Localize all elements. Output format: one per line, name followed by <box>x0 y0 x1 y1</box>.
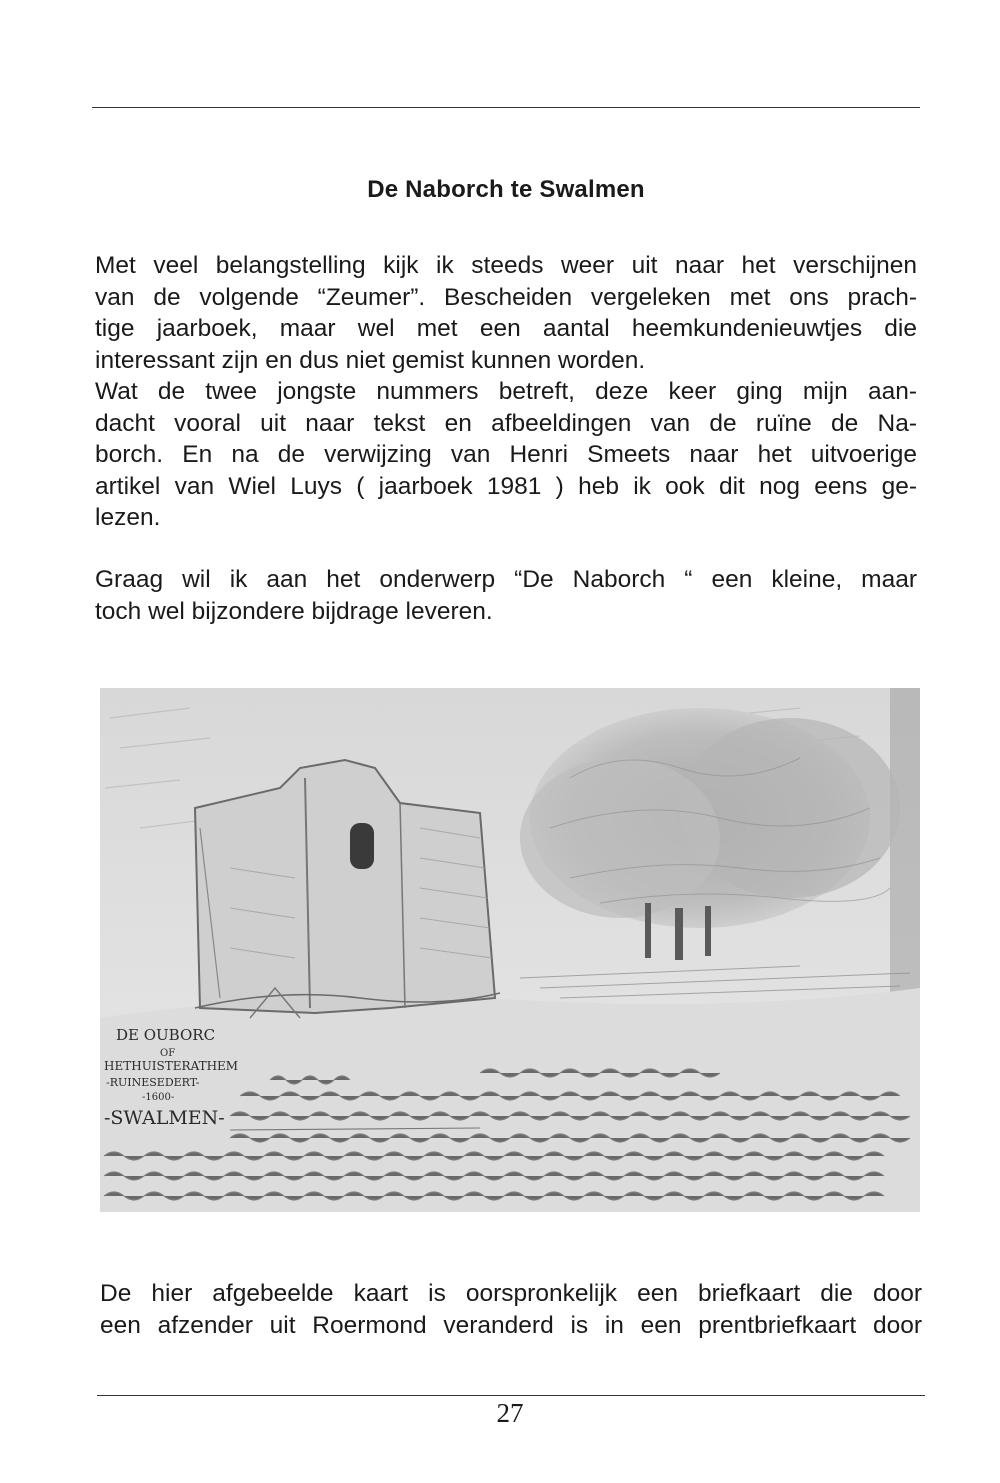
text-line: De hier afgebeelde kaart is oorspronkelijk een briefkaart die door <box>100 1280 922 1307</box>
text-line: tige jaarboek, maar wel met een aantal heemkundenieuwtjes die <box>95 315 917 342</box>
paragraph-intro <box>95 250 917 534</box>
caption-line: HETHUISTERATHEM <box>104 1059 239 1073</box>
text-line: een afzender uit Roermond veranderd is in een prentbriefkaart door <box>100 1311 922 1339</box>
text-line: Wat de twee jongste nummers betreft, deze keer ging mijn aan- <box>95 378 917 405</box>
top-rule <box>92 107 920 108</box>
caption-line: OF <box>160 1048 176 1059</box>
text-line: Met veel belangstelling kijk ik steeds weer uit naar het verschijnen <box>95 252 917 279</box>
page-number: 27 <box>496 1398 524 1428</box>
text-line: dacht vooral uit naar tekst en afbeeldingen van de ruïne de Na- <box>95 409 917 437</box>
text-line: toch wel bijzondere bijdrage leveren. <box>95 597 493 625</box>
caption-line: -RUINESEDERT- <box>106 1076 200 1089</box>
caption-line: -SWALMEN- <box>104 1107 225 1129</box>
postcard-illustration <box>100 688 920 1212</box>
text-line: artikel van Wiel Luys ( jaarboek 1981 ) heb ik ook dit nog eens ge- <box>95 472 917 500</box>
text-line: borch. En na de verwijzing van Henri Smeets naar het uitvoerige <box>95 441 917 468</box>
bottom-rule <box>97 1395 925 1396</box>
caption-line: DE OUBORC <box>116 1026 216 1044</box>
ruin-sketch-image <box>100 688 920 1212</box>
text-line: interessant zijn en dus niet gemist kunnen worden. <box>95 346 646 374</box>
text-line: Graag wil ik aan het onderwerp “De Naborch “ een kleine, maar <box>95 566 917 593</box>
article-title: De Naborch te Swalmen <box>367 176 645 203</box>
text-line: van de volgende “Zeumer”. Bescheiden vergeleken met ons prach- <box>95 283 917 311</box>
paragraph-contribution <box>95 564 917 627</box>
paragraph-postcard-description <box>100 1278 922 1341</box>
text-line: lezen. <box>95 504 161 531</box>
caption-line: -1600- <box>142 1092 175 1103</box>
